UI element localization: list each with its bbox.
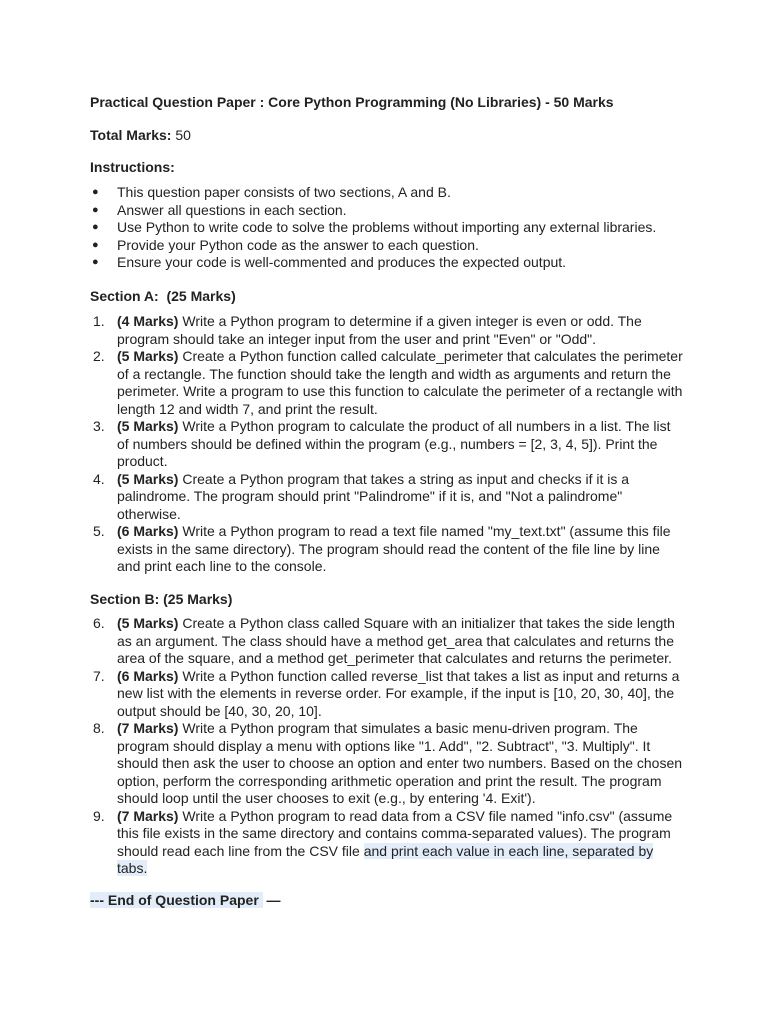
question-line: option, perform the corresponding arithmetic operation and print the result. The program [117,772,662,789]
question-line: otherwise. [117,505,181,522]
question-item [90,523,680,576]
page-title: Practical Question Paper : Core Python Programming (No Libraries) - 50 Marks [90,94,614,110]
instructions-heading: Instructions: [90,159,175,175]
question-marks: (5 Marks) [117,615,179,631]
question-line [117,418,680,436]
question-line: length 12 and width 7, and print the result. [117,400,378,417]
question-text: Create a Python function called calculate_perimeter that calculates the perimeter [178,348,683,364]
total-marks-value: 50 [171,127,191,143]
instruction-item: ● Use Python to write code to solve the problems without importing any external libraries. [90,219,730,237]
question-line: product. [117,453,168,469]
question-line [117,523,680,541]
question-text: Write a Python program to read data from a CSV file named "info.csv" (assume [178,807,673,824]
question-text: Write a Python program to determine if a given integer is even or odd. The [178,313,642,329]
question-text: Write a Python program that simulates a basic menu-driven program. The [178,720,638,736]
question-item [90,615,680,668]
question-line [117,615,680,633]
question-number: 9. [93,807,105,824]
question-line [117,843,680,861]
question-line [117,313,680,331]
question-item [90,668,680,721]
total-marks-label: Total Marks: [90,127,172,143]
question-line: output should be [40, 30, 20, 10]. [117,702,322,719]
question-item [90,720,683,808]
total-marks [90,127,191,145]
question-line [117,720,680,738]
instruction-item: ● Answer all questions in each section. [90,202,730,220]
question-marks: (5 Marks) [117,418,179,434]
question-number: 8. [93,720,105,736]
question-line: program should take an integer input from the user and print "Even" or "Odd". [117,330,597,347]
question-text: should read each line from the CSV file [117,842,364,859]
question-number: 4. [93,470,105,487]
end-of-paper-dash: — [262,892,281,908]
question-line [117,348,683,366]
question-line [117,808,680,826]
question-line [117,471,680,489]
question-number: 5. [93,523,105,539]
section-a-questions [90,313,683,576]
question-line: exists in the same directory). The program should read the content of the file line by line [117,540,660,557]
question-item [90,808,680,878]
question-line: palindrome. The program should print "Palindrome" if it is, and "Not a palindrome" [117,488,623,504]
instruction-item: ● Provide your Python code as the answer to each question. [90,237,730,255]
question-line: should then ask the user to choose an option and enter two numbers. Based on the chosen [117,755,683,771]
question-number: 2. [93,348,105,364]
instruction-item: ● This question paper consists of two sections, A and B. [90,184,730,202]
question-line: of a rectangle. The function should take the length and width as arguments and return the [117,365,671,382]
question-line: and print each line to the console. [117,558,327,574]
highlighted-text: and print each value in each line, separated by [363,842,654,859]
question-item [90,313,680,348]
question-line: perimeter. Write a program to use this function to calculate the perimeter of a rectangle with [117,383,683,399]
question-line: program should display a menu with options like "1. Add", "2. Subtract", "3. Multiply". It [117,737,651,754]
question-text: Create a Python class called Square with an initializer that takes the side length [178,615,675,631]
question-text: Write a Python program to read a text file named "my_text.txt" (assume this file [178,523,671,539]
end-of-paper [90,892,281,910]
section-b-questions [90,615,683,878]
question-line: new list with the elements in reverse order. For example, if the input is [10, 20, 30, 40], the [117,685,675,701]
question-marks: (7 Marks) [117,720,179,736]
question-marks: (6 Marks) [117,667,179,684]
question-marks: (6 Marks) [117,523,179,539]
question-number: 7. [93,667,105,684]
question-line: area of the square, and a method get_perimeter that calculates and returns the perimeter. [117,650,672,666]
question-marks: (5 Marks) [117,348,179,364]
section-a-heading: Section A: (25 Marks) [90,288,236,304]
question-number: 1. [93,313,105,329]
question-number: 3. [93,418,105,434]
section-b-heading: Section B: (25 Marks) [90,591,233,607]
question-line [117,860,680,878]
highlighted-text: tabs. [117,860,148,876]
question-marks: (5 Marks) [117,470,179,487]
question-item [90,418,680,471]
question-text: Create a Python program that takes a string as input and checks if it is a [178,470,630,487]
question-line [117,668,680,686]
question-text: Write a Python program to calculate the product of all numbers in a list. The list [178,418,671,434]
question-marks: (4 Marks) [117,313,179,329]
question-line: should loop until the user chooses to exit (e.g., by entering '4. Exit'). [117,790,536,806]
question-text: Write a Python function called reverse_list that takes a list as input and returns a [178,667,680,684]
end-of-paper-highlight: --- End of Question Paper [90,892,263,908]
question-line: this file exists in the same directory and contains comma-separated values). The program [117,825,671,841]
question-number: 6. [93,615,105,631]
question-line: of numbers should be defined within the program (e.g., numbers = [2, 3, 4, 5]). Print the [117,435,658,452]
instruction-item: ● Ensure your code is well-commented and produces the expected output. [90,254,730,272]
question-marks: (7 Marks) [117,807,179,824]
question-item [90,471,680,524]
question-line: as an argument. The class should have a method get_area that calculates and returns the [117,632,674,649]
instructions-list [90,184,730,272]
question-item [90,348,683,418]
